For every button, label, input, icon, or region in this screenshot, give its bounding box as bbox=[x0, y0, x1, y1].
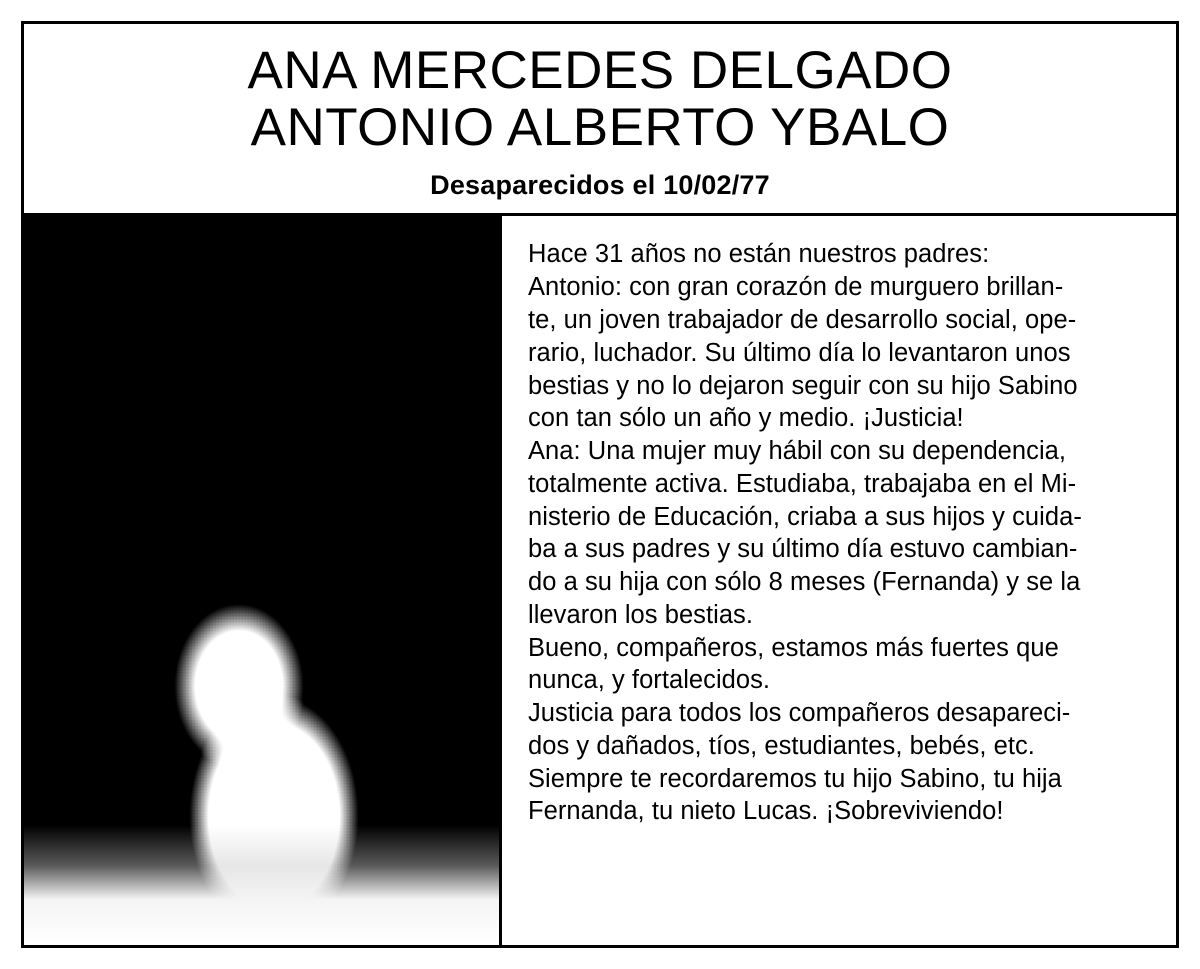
testimony-line: do a su hija con sólo 8 meses (Fernanda) y se la bbox=[528, 568, 1081, 597]
testimony-line: Fernanda, tu nieto Lucas. ¡Sobreviviendo! bbox=[528, 797, 1004, 826]
testimony-line: totalmente activa. Estudiaba, trabajaba en el Mi- bbox=[528, 469, 1077, 498]
portrait-photo bbox=[24, 216, 502, 945]
disappearance-subtitle: Desaparecidos el 10/02/77 bbox=[430, 170, 770, 201]
testimony-line: nisterio de Educación, criaba a sus hijos y cuida- bbox=[528, 502, 1082, 531]
person-name-secondary: ANTONIO ALBERTO YBALO bbox=[250, 98, 950, 158]
testimony-line: Hace 31 años no están nuestros padres: bbox=[528, 240, 990, 269]
testimony-line: bestias y no lo dejaron seguir con su hijo Sabino bbox=[528, 371, 1078, 400]
photo-bottom-fade bbox=[24, 825, 499, 945]
person-name-primary: ANA MERCEDES DELGADO bbox=[247, 41, 953, 100]
testimony-line: Antonio: con gran corazón de murguero brillan- bbox=[528, 273, 1064, 302]
testimony-line: nunca, y fortalecidos. bbox=[528, 666, 771, 695]
testimony-line: Siempre te recordaremos tu hijo Sabino, tu hija bbox=[528, 764, 1062, 793]
poster-header bbox=[24, 24, 1176, 216]
testimony-line: Bueno, compañeros, estamos más fuertes que bbox=[528, 633, 1059, 662]
poster-body bbox=[24, 216, 1176, 945]
testimony-line: ba a sus padres y su último día estuvo cambian- bbox=[528, 535, 1078, 564]
poster-frame bbox=[21, 21, 1179, 948]
testimony-line: con tan sólo un año y medio. ¡Justicia! bbox=[528, 404, 964, 433]
testimony-line: llevaron los bestias. bbox=[528, 600, 753, 629]
testimony-text bbox=[502, 216, 1176, 945]
testimony-line: dos y dañados, tíos, estudiantes, bebés, etc. bbox=[528, 731, 1035, 760]
testimony-line: rario, luchador. Su último día lo levantaron unos bbox=[528, 338, 1071, 367]
testimony-line: Ana: Una mujer muy hábil con su dependencia, bbox=[528, 437, 1067, 466]
testimony-line: Justicia para todos los compañeros desapareci- bbox=[528, 699, 1071, 728]
testimony-line: te, un joven trabajador de desarrollo social, ope- bbox=[528, 306, 1077, 334]
